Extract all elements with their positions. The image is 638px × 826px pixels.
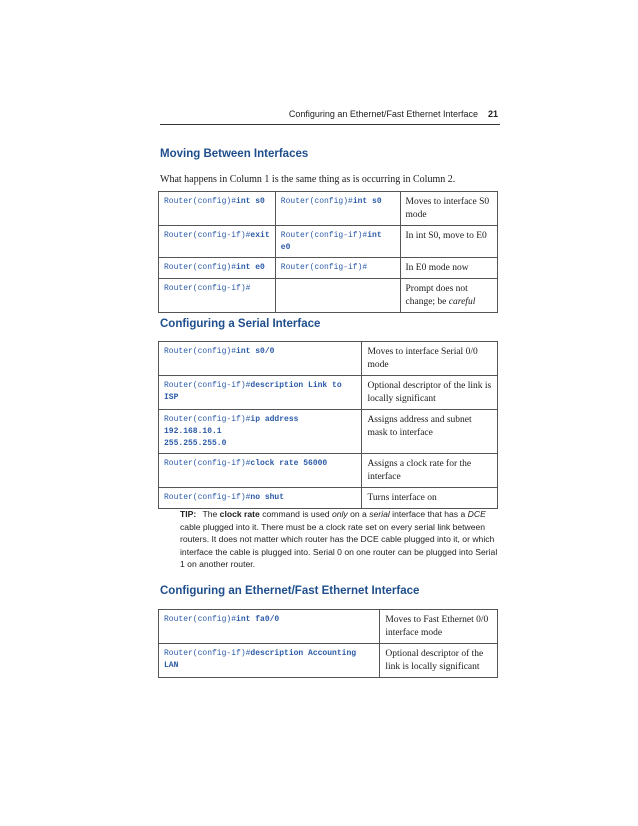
table-row — [159, 610, 498, 644]
column1-command: Router(config-if)#exit — [159, 226, 276, 258]
row-description: Prompt does not change; be careful — [400, 279, 497, 313]
table-row — [159, 342, 498, 376]
column1-command: Router(config-if)# — [159, 279, 276, 313]
section-intro: What happens in Column 1 is the same thing as is occurring in Column 2. — [160, 174, 456, 185]
row-description: Moves to interface S0 mode — [400, 192, 497, 226]
table-row — [159, 226, 498, 258]
header-rule — [160, 124, 500, 125]
tip-note: TIP: The clock rate command is used only on a serial interface that has a DCE cable plugged into it. There must be a clock rate set on every serial link between routers. It does not matter which router has the DCE cable plugged into it, or which interface the cable is plugged into. Serial 0 on one router can be plugged into Serial 1 on another router. — [180, 509, 498, 570]
section-heading-moving-between-interfaces: Moving Between Interfaces — [160, 148, 309, 160]
running-header-title: Configuring an Ethernet/Fast Ethernet Interface — [288, 109, 478, 119]
section-heading-serial-interface: Configuring a Serial Interface — [160, 318, 321, 330]
page-number: 21 — [487, 109, 498, 119]
command-cell: Router(config-if)#description Accounting LAN — [159, 644, 380, 678]
column2-command: Router(config-if)#int e0 — [275, 226, 400, 258]
command-cell: Router(config-if)#ip address 192.168.10.1 255.255.255.0 — [159, 410, 362, 454]
command-cell: Router(config-if)#no shut — [159, 488, 362, 509]
table-row — [159, 192, 498, 226]
section-heading-ethernet-interface: Configuring an Ethernet/Fast Ethernet Interface — [160, 585, 420, 597]
column2-command: Router(config-if)# — [275, 258, 400, 279]
table-row — [159, 644, 498, 678]
ethernet-interface-table — [158, 609, 498, 678]
emphasis-careful: careful — [448, 297, 476, 307]
table-row — [159, 279, 498, 313]
column1-command: Router(config)#int s0 — [159, 192, 276, 226]
moving-interfaces-table — [158, 191, 498, 313]
column1-command: Router(config)#int e0 — [159, 258, 276, 279]
serial-interface-table — [158, 341, 498, 509]
command-cell: Router(config-if)#description Link to ISP — [159, 376, 362, 410]
row-description: Assigns a clock rate for the interface — [362, 454, 498, 488]
row-description: Moves to Fast Ethernet 0/0 interface mode — [380, 610, 498, 644]
command-cell: Router(config)#int fa0/0 — [159, 610, 380, 644]
running-header — [160, 109, 498, 119]
row-description: In E0 mode now — [400, 258, 497, 279]
row-description: Assigns address and subnet mask to interface — [362, 410, 498, 454]
table-row — [159, 410, 498, 454]
table-row — [159, 454, 498, 488]
command-cell: Router(config)#int s0/0 — [159, 342, 362, 376]
row-description: In int S0, move to E0 — [400, 226, 497, 258]
row-description: Moves to interface Serial 0/0 mode — [362, 342, 498, 376]
column2-command: Router(config)#int s0 — [275, 192, 400, 226]
tip-label: TIP: — [180, 509, 197, 519]
table-row — [159, 258, 498, 279]
row-description: Optional descriptor of the link is locally significant — [380, 644, 498, 678]
command-cell: Router(config-if)#clock rate 56000 — [159, 454, 362, 488]
row-description: Optional descriptor of the link is locally significant — [362, 376, 498, 410]
table-row — [159, 488, 498, 509]
tip-clock-rate: clock rate — [219, 509, 260, 519]
table-row — [159, 376, 498, 410]
row-description: Turns interface on — [362, 488, 498, 509]
column2-command — [275, 279, 400, 313]
